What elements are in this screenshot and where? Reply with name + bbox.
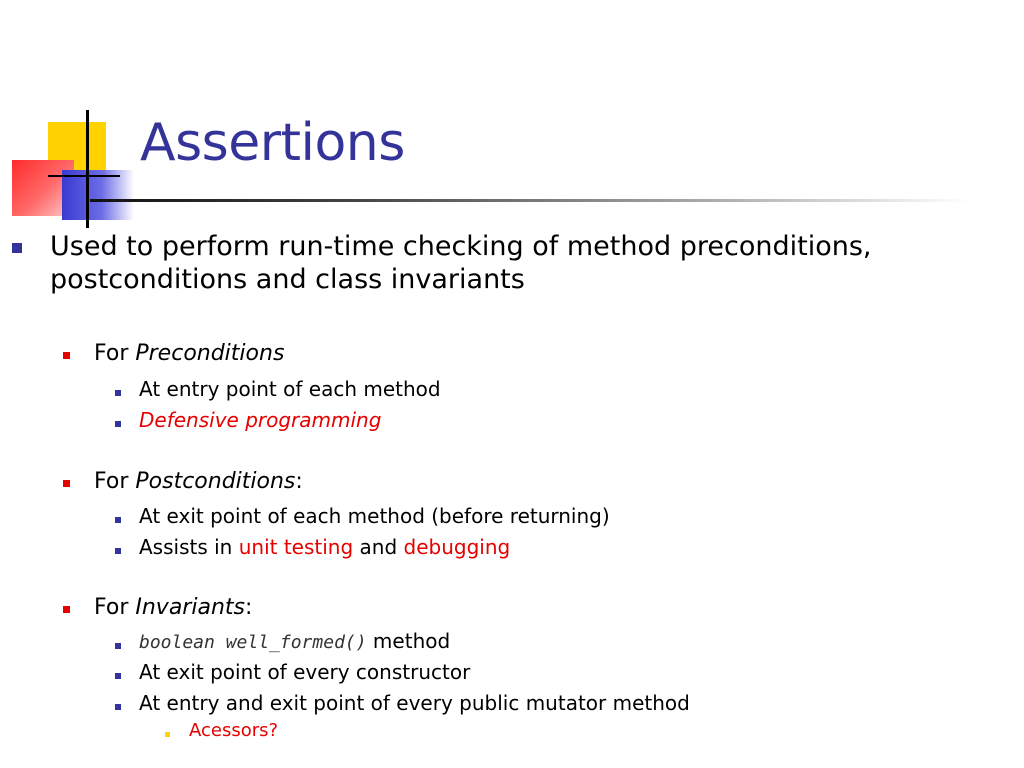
slide-title: Assertions — [140, 113, 405, 173]
logo-vertical-line — [86, 110, 89, 228]
list-item-text: At entry point of each method — [139, 377, 441, 401]
section-postconditions — [94, 469, 303, 494]
section-prefix: For — [94, 341, 136, 366]
list-item-text: At exit point of every constructor — [139, 660, 471, 684]
level2-bullet-icon — [63, 480, 70, 487]
level3-bullet-icon — [115, 517, 121, 523]
list-item-text-emphasis: Defensive programming — [139, 408, 382, 432]
level3-bullet-icon — [115, 704, 121, 710]
section-prefix: For — [94, 469, 136, 494]
list-subitem — [189, 720, 278, 741]
level2-bullet-icon — [63, 606, 70, 613]
list-subitem-text: Acessors? — [189, 720, 279, 741]
list-item-text-emphasis: unit testing — [238, 535, 354, 559]
list-item — [139, 504, 610, 528]
section-suffix: : — [244, 595, 253, 620]
list-item — [139, 629, 450, 653]
level3-bullet-icon — [115, 673, 121, 679]
main-bullet-text-cont — [50, 263, 525, 296]
list-item-text: At entry and exit point of every public mutator method — [139, 691, 690, 715]
list-item-text-after: method — [366, 629, 451, 653]
logo-horizontal-line — [48, 175, 120, 177]
main-bullet-line2: postconditions and class invariants — [50, 264, 525, 295]
section-suffix: : — [295, 469, 303, 494]
list-item-text-pre: Assists in — [139, 535, 239, 559]
section-term: Postconditions — [135, 469, 296, 494]
slide-logo-decoration — [0, 0, 140, 230]
logo-blue-square — [62, 170, 134, 220]
list-item — [139, 691, 690, 715]
section-prefix: For — [94, 595, 136, 620]
level2-bullet-icon — [63, 352, 70, 359]
title-underline-rule — [90, 199, 970, 202]
level1-bullet-icon — [12, 243, 22, 253]
list-item-text-mid: and — [353, 535, 404, 559]
level3-bullet-icon — [115, 421, 121, 427]
list-item — [139, 535, 510, 559]
list-item — [139, 660, 470, 684]
list-item-text-emphasis: debugging — [403, 535, 511, 559]
level3-bullet-icon — [115, 548, 121, 554]
list-item — [139, 377, 441, 401]
level3-bullet-icon — [115, 643, 121, 649]
level4-bullet-icon — [165, 732, 170, 737]
main-bullet-text — [50, 230, 871, 263]
section-term: Preconditions — [135, 341, 285, 366]
list-item — [139, 408, 381, 432]
list-item-text: At exit point of each method (before returning) — [139, 504, 610, 528]
section-invariants — [94, 595, 252, 620]
level3-bullet-icon — [115, 390, 121, 396]
code-snippet: boolean well_formed() — [139, 632, 367, 653]
section-term: Invariants — [135, 595, 245, 620]
main-bullet-line1: Used to perform run-time checking of method preconditions, — [50, 231, 872, 262]
section-preconditions — [94, 341, 284, 366]
